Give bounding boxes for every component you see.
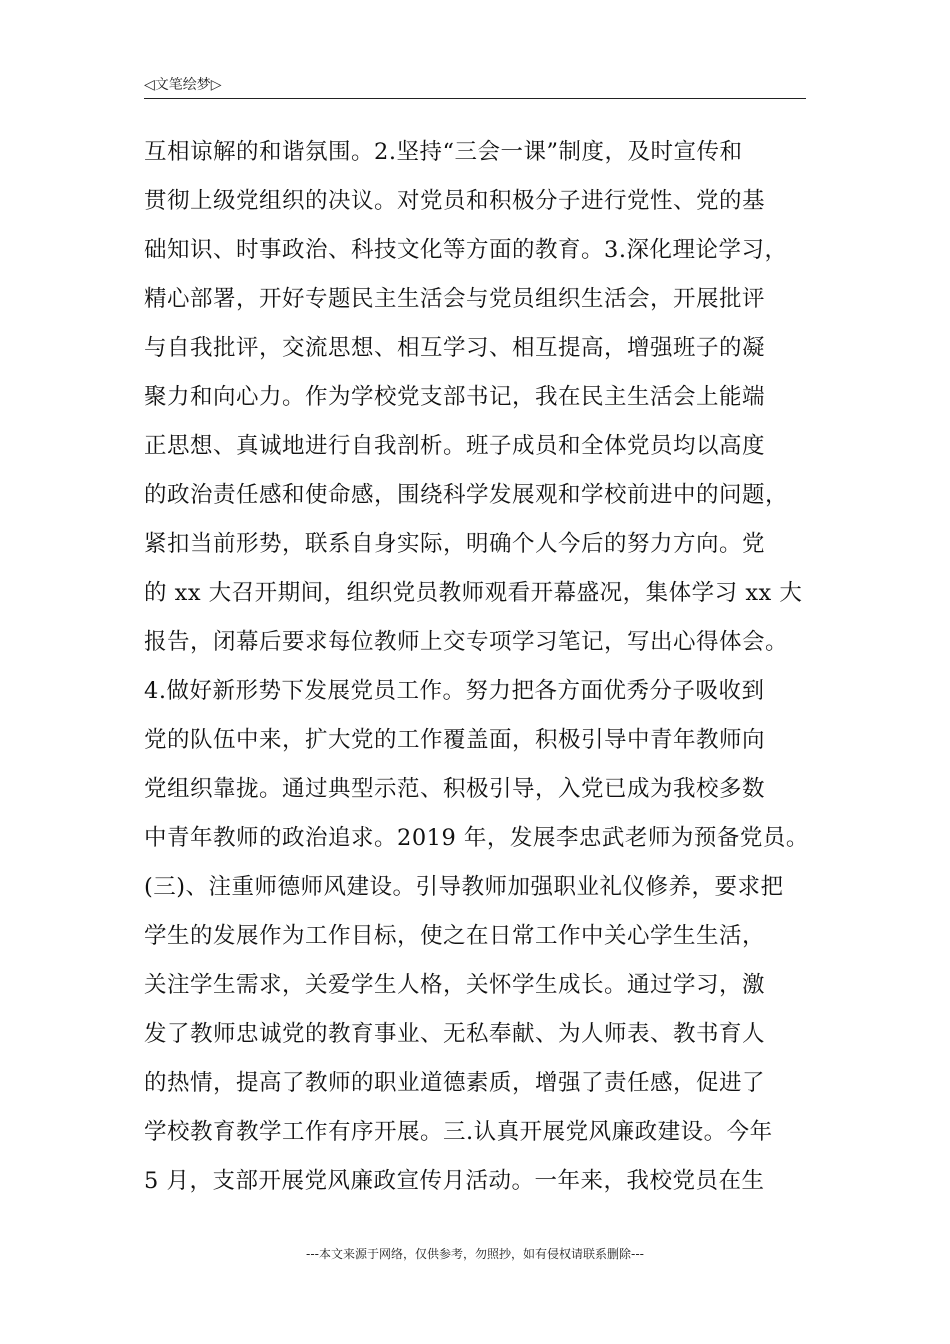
- body-line: 中青年教师的政治追求。2019 年，发展李忠武老师为预备党员。: [144, 825, 809, 851]
- body-line: 学生的发展作为工作目标，使之在日常工作中关心学生生活，: [144, 923, 766, 949]
- body-line: 发了教师忠诚党的教育事业、无私奉献、为人师表、教书育人: [144, 1021, 766, 1047]
- body-line: 贯彻上级党组织的决议。对党员和积极分子进行党性、党的基: [144, 188, 766, 214]
- body-line: 4.做好新形势下发展党员工作。努力把各方面优秀分子吸收到: [144, 678, 765, 704]
- body-line: 报告，闭幕后要求每位教师上交专项学习笔记，写出心得体会。: [144, 629, 789, 655]
- body-line: 聚力和向心力。作为学校党支部书记，我在民主生活会上能端: [144, 384, 766, 410]
- body-line: 5 月，支部开展党风廉政宣传月活动。一年来，我校党员在生: [144, 1168, 765, 1194]
- page-header: [144, 76, 806, 99]
- body-line: 党组织靠拢。通过典型示范、积极引导，入党已成为我校多数: [144, 776, 766, 802]
- footer-disclaimer: ---本文来源于网络，仅供参考，勿照抄，如有侵权请联系删除---: [306, 1247, 644, 1261]
- body-line: 与自我批评，交流思想、相互学习、相互提高，增强班子的凝: [144, 335, 766, 361]
- body-line: 的热情，提高了教师的职业道德素质，增强了责任感，促进了: [144, 1070, 766, 1096]
- body-line: 学校教育教学工作有序开展。三.认真开展党风廉政建设。今年: [144, 1119, 773, 1145]
- body-line: 精心部署，开好专题民主生活会与党员组织生活会，开展批评: [144, 286, 766, 312]
- body-line: 紧扣当前形势，联系自身实际，明确个人今后的努力方向。党: [144, 531, 766, 557]
- body-line: 的 xx 大召开期间，组织党员教师观看开幕盛况，集体学习 xx 大: [144, 580, 803, 606]
- body-line: 础知识、时事政治、科技文化等方面的教育。3.深化理论学习，: [144, 237, 788, 263]
- body-line: 的政治责任感和使命感，围绕科学发展观和学校前进中的问题，: [144, 482, 789, 508]
- body-line: 关注学生需求，关爱学生人格，关怀学生成长。通过学习，激: [144, 972, 766, 998]
- body-line: 党的队伍中来，扩大党的工作覆盖面，积极引导中青年教师向: [144, 727, 766, 753]
- document-body: [144, 128, 812, 1206]
- body-line: (三)、注重师德师风建设。引导教师加强职业礼仪修养，要求把: [144, 874, 784, 900]
- header-title: ◁文笔绘梦▷: [144, 77, 222, 93]
- body-line: 互相谅解的和谐氛围。2.坚持“三会一课”制度，及时宣传和: [144, 139, 743, 165]
- body-line: 正思想、真诚地进行自我剖析。班子成员和全体党员均以高度: [144, 433, 766, 459]
